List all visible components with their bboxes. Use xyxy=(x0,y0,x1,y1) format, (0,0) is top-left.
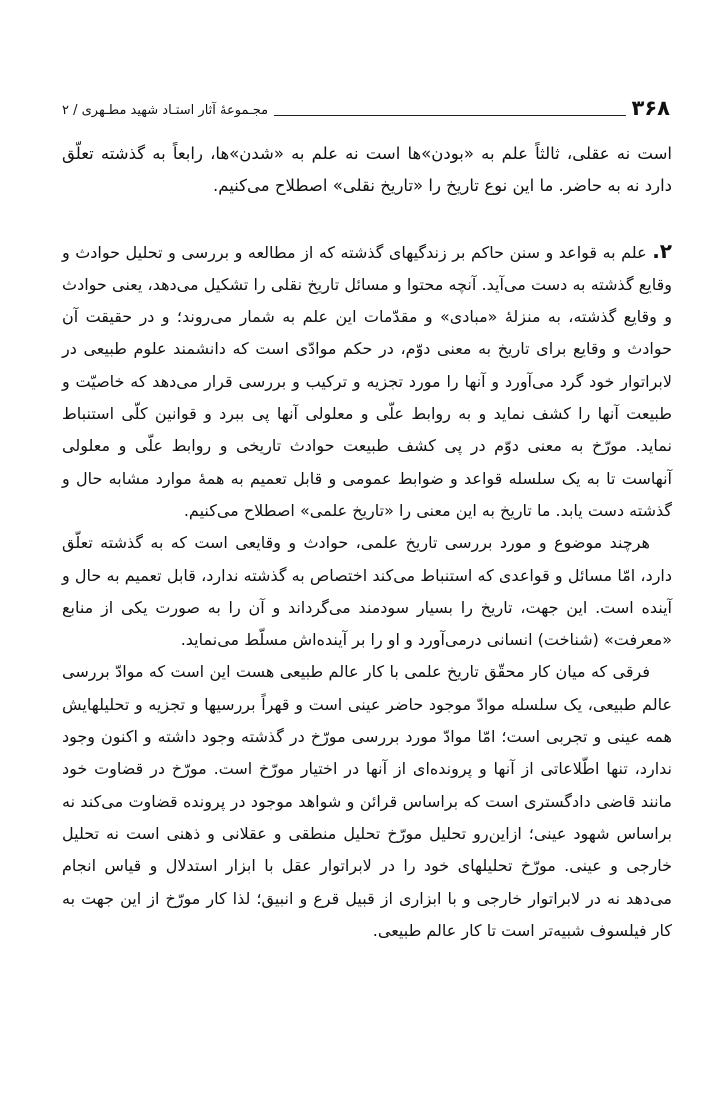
paragraph-4: فرقی که میان کار محقّق تاریخ علمی با کار عالم طبیعی هست این است که موادّ بررسی عالم طبیعی، یک سلسله موادّ موجود حاضر عینی است و قهراً بررسیها و تجزیه و تحلیلهایش همه عینی و تجربی است؛ امّا موادّ مورد بررسی مورّخ در گذشته وجود داشته و اکنون وجود ندارد، تنها اطّلاعاتی از آنها و پرونده‌ای از آنها در اختیار مورّخ است. مورّخ در قضاوت خود مانند قاضی دادگستری است که براساس قرائن و شواهد موجود در پرونده قضاوت می‌کند نه براساس شهود عینی؛ ازاین‌رو تحلیل مورّخ تحلیل منطقی و عقلانی و ذهنی است نه تحلیل خارجی و عینی. مورّخ تحلیلهای خود را در لابراتوار عقل با ابزار استدلال و قیاس انجام می‌دهد نه در لابراتوار خارجی و با ابزاری از قبیل قرع و انبیق؛ لذا کار مورّخ از این جهت به کار فیلسوف شبیه‌تر است تا کار عالم طبیعی. xyxy=(62,662,672,940)
running-title: مجـموعهٔ آثار استـاد شهید مطـهری / ۲ xyxy=(62,103,269,118)
paragraph-3: هرچند موضوع و مورد بررسی تاریخ علمی، حوادث و وقایعی است که به گذشته تعلّق دارد، امّا مسائل و قواعدی که استنباط می‌کند اختصاص به گذشته ندارد، قابل تعمیم به حال و آینده است. این جهت، تاریخ را بسیار سودمند می‌گرداند و آن را به صورت یکی از منابع «معرفت» (شناخت) انسانی درمی‌آورد و او را بر آینده‌اش مسلّط می‌نماید. xyxy=(62,533,672,650)
paragraph-number: ۲. xyxy=(652,238,673,263)
paragraph-intro: است نه عقلی، ثالثاً علم به «بودن»ها است نه علم به «شدن»ها، رابعاً به گذشته تعلّق دارد نه به حاضر. ما این نوع تاریخ را «تاریخ نقلی» اصطلاح می‌کنیم. xyxy=(62,144,672,196)
paragraph-numbered-2 xyxy=(62,235,672,528)
page-number: ۳۶۸ xyxy=(631,96,670,120)
body-text xyxy=(62,138,672,947)
header-rule xyxy=(274,114,625,116)
paragraph-2-text: علم به قواعد و سنن حاکم بر زندگیهای گذشته که از مطالعه و بررسی و تحلیل حوادث و وقایع گذشته به دست می‌آید. آنچه محتوا و مسائل تاریخ نقلی را تشکیل می‌دهد، یعنی حوادث و وقایع گذشته، به منزلهٔ «مبادی» و مقدّمات این علم به شمار می‌روند؛ و در حقیقت آن حوادث و وقایع برای تاریخ به معنی دوّم، در حکم موادّی است که دانشمند علوم طبیعی در لابراتوار خود گرد می‌آورد و آنها را مورد تجزیه و ترکیب و بررسی قرار می‌دهد که خاصیّت و طبیعت آنها را کشف نماید و به روابط علّی و معلولی آنها پی ببرد و قوانین کلّی استنباط نماید. مورّخ به معنی دوّم در پی کشف طبیعت حوادث تاریخی و روابط علّی و معلولی آنهاست تا به یک سلسله قواعد و ضوابط عمومی و قابل تعمیم به همهٔ موارد مشابه حال و گذشته دست یابد. ما تاریخ به این معنی را «تاریخ علمی» اصطلاح می‌کنیم. xyxy=(62,242,672,520)
page-header xyxy=(62,86,670,120)
